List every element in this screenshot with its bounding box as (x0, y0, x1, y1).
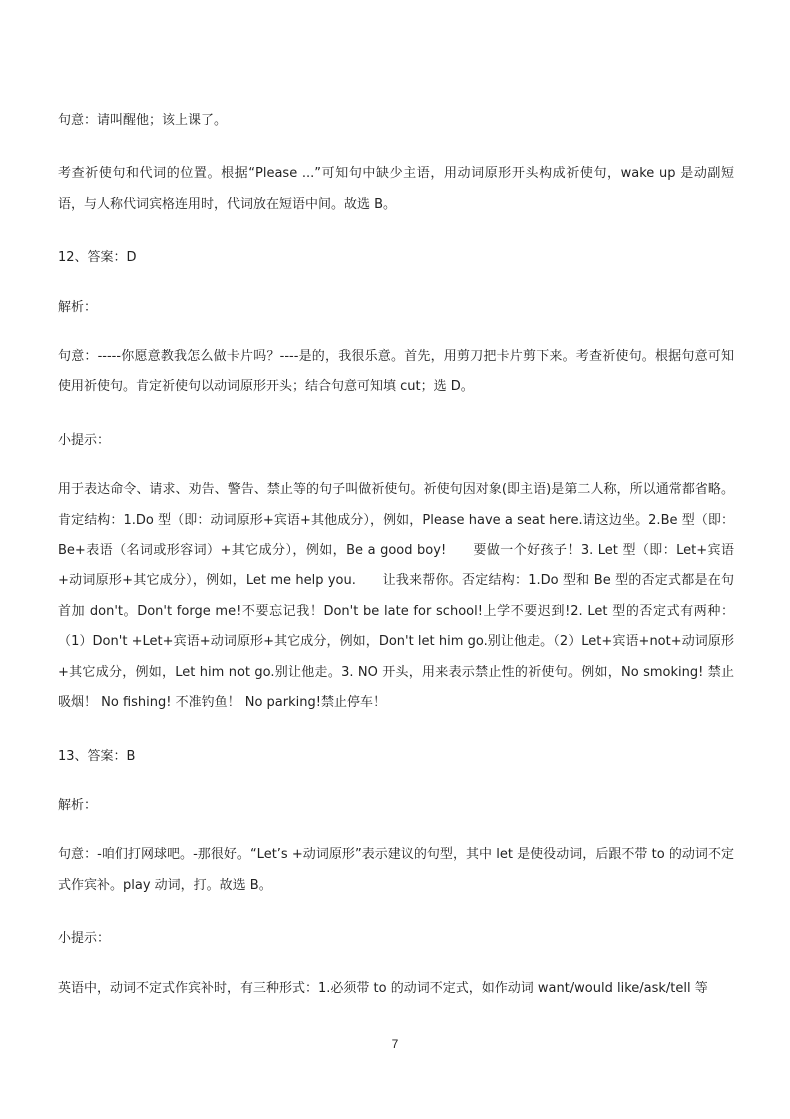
document-body (58, 106, 734, 1027)
analysis-13-paragraph: 句意：-咱们打网球吧。-那很好。“Let’s +动词原形”表示建议的句型，其中 let 是使役动词，后跟不带 to 的动词不定式作宾补。play 动词，打。故选 B。 (58, 847, 734, 893)
answer-12-heading: 12、答案：D (58, 250, 137, 266)
analysis-label: 解析： (58, 797, 98, 813)
explanation-paragraph: 考查祈使句和代词的位置。根据“Please ...”可知句中缺少主语，用动词原形开头构成祈使句，wake up 是动副短语，与人称代词宾格连用时，代词放在短语中间。故选 B。 (58, 166, 734, 212)
page-number: 7 (391, 1037, 399, 1051)
sentence-meaning-paragraph: 句意：请叫醒他；该上课了。 (58, 113, 228, 128)
tip-12-paragraph: 用于表达命令、请求、劝告、警告、禁止等的句子叫做祈使句。祈使句因对象(即主语)是第二人称，所以通常都省略。肯定结构：1.Do 型（即：动词原形+宾语+其他成分），例如，Please have a seat here.请这边坐。2.Be 型（即：Be+表语（名词或形容词）+其它成分），例如，Be a good boy! 要做一个好孩子！3. Let 型（即：Let+宾语+动词原形+其它成分），例如，Let me help you. 让我来帮你。否定结构：1.Do 型和 Be 型的否定式都是在句首加 don't。Don't forge me!不要忘记我！Don't be late for school!上学不要迟到!2. Let 型的否定式有两种：（1）Don't +Let+宾语+动词原形+其它成分，例如，Don't let him go.别让他走。（2）Let+宾语+not+动词原形+其它成分，例如，Let him not go.别让他走。3. NO 开头，用来表示禁止性的祈使句。例如，No smoking! 禁止吸烟！ No fishing! 不准钓鱼！ No parking!禁止停车！ (58, 482, 734, 711)
tip-label: 小提示： (58, 931, 111, 947)
analysis-label: 解析： (58, 299, 98, 315)
tip-label: 小提示： (58, 432, 111, 448)
answer-13-heading: 13、答案：B (58, 748, 136, 764)
analysis-12-paragraph: 句意：-----你愿意教我怎么做卡片吗？----是的，我很乐意。首先，用剪刀把卡片剪下来。考查祈使句。根据句意可知使用祈使句。肯定祈使句以动词原形开头；结合句意可知填 cut；选 D。 (58, 349, 734, 395)
tip-13-paragraph: 英语中，动词不定式作宾补时，有三种形式：1.必须带 to 的动词不定式，如作动词 want/would like/ask/tell 等 (58, 980, 708, 996)
